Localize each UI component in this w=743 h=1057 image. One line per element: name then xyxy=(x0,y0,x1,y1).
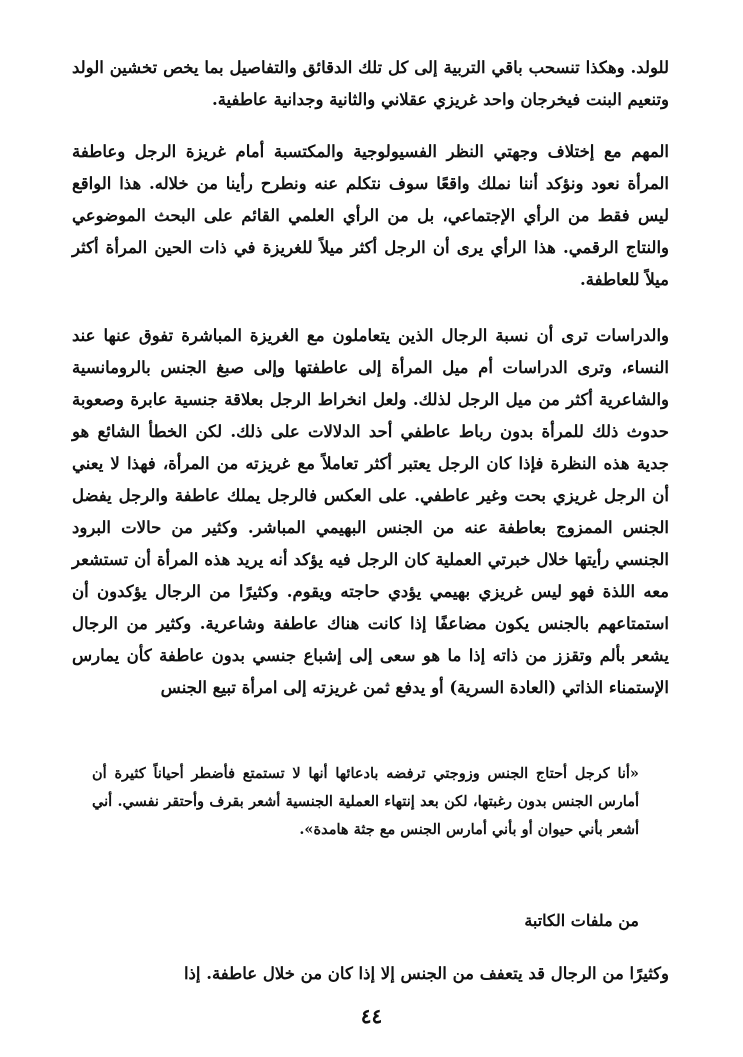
paragraph-4: وكثيرًا من الرجال قد يتعفف من الجنس إلا إذا كان من خلال عاطفة. إذا xyxy=(183,964,669,983)
paragraph-2: المهم مع إختلاف وجهتي النظر الفسيولوجية والمكتسبة أمام غريزة الرجل وعاطفة المرأة نعود ونؤكد أننا نملك واقعًا سوف نتكلم عنه ونطرح رأينا من خلاله. هذا الواقع ليس فقط من الرأي الإجتماعي، بل من الرأي العلمي القائم على البحث الموضوعي والنتاج الرقمي. هذا الرأي يرى أن الرجل أكثر ميلاً للغريزة في ذات الحين المرأة أكثر ميلاً للعاطفة. xyxy=(72,142,669,289)
paragraph-3: والدراسات ترى أن نسبة الرجال الذين يتعاملون مع الغريزة المباشرة تفوق عنها عند النساء، وترى الدراسات أم ميل المرأة إلى عاطفتها وإلى صبغ الجنس بالرومانسية والشاعرية أكثر من ميل الرجل لذلك. ولعل انخراط الرجل بعلاقة جنسية عابرة وصعوبة حدوث ذلك للمرأة بدون رباط عاطفي أحد الدلالات على ذلك. لكن الخطأ الشائع هو جدية هذه النظرة فإذا كان الرجل يعتبر أكثر تعاملاً مع غريزته من المرأة، فهذا لا يعني أن الرجل غريزي بحت وغير عاطفي. على العكس فالرجل يملك عاطفة والرجل يفضل الجنس الممزوج بعاطفة عنه من الجنس البهيمي المباشر. وكثير من حالات البرود الجنسي رأيتها خلال خبرتي العملية كان الرجل فيه يؤكد أنه يريد هذه المرأة أن تستشعر معه اللذة فهو ليس غريزي بهيمي يؤدي حاجته ويقوم. وكثيرًا من الرجال يؤكدون أن استمتاعهم بالجنس يكون مضاعفًا إذا كانت هناك عاطفة وشاعرية. وكثير من الرجال يشعر بألم وتقزز من ذاته إذا ما هو سعى إلى إشباع جنسي بدون عاطفة كأن يمارس الإستمناء الذاتي (العادة السرية) أو يدفع ثمن غريزته إلى امرأة تبيع الجنس xyxy=(72,326,669,697)
quote-source: من ملفات الكاتبة xyxy=(524,911,639,930)
block-quote: «أنا كرجل أحتاج الجنس وزوجتي ترفضه بادعائها أنها لا تستمتع فأضطر أحياناً كثيرة أن أمارس الجنس بدون رغبتها، لكن بعد إنتهاء العملية الجنسية أشعر بقرف وأحتقر نفسي. أني أشعر بأني حيوان أو بأني أمارس الجنس مع جثة هامدة». xyxy=(92,765,639,838)
page-number: ٤٤ xyxy=(360,1004,383,1028)
paragraph-1: للولد. وهكذا تنسحب باقي التربية إلى كل تلك الدقائق والتفاصيل بما يخص تخشين الولد وتنعيم البنت فيخرجان واحد غريزي عقلاني والثانية وجدانية عاطفية. xyxy=(72,58,669,109)
